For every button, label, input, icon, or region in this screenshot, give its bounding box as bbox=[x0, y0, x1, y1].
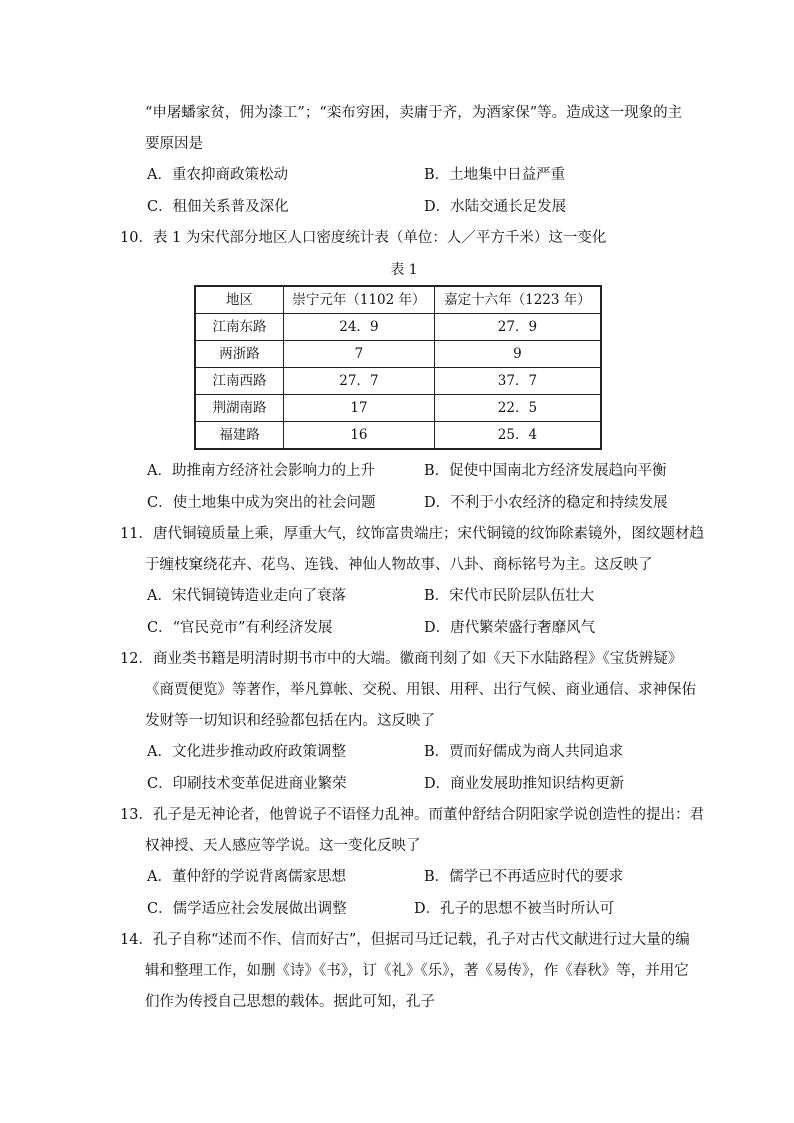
q12-option-b[interactable]: B．贾而好儒成为商人共同追求 bbox=[424, 744, 624, 760]
table-cell-region: 江南东路 bbox=[195, 314, 284, 341]
table-row bbox=[195, 341, 601, 368]
table-header-1102: 崇宁元年（1102 年） bbox=[284, 286, 435, 314]
q13-stem-line1: 13．孔子是无神论者，他曾说子不语怪力乱神。而董仲舒结合阴阳家学说创造性的提出：君 bbox=[120, 807, 704, 823]
q9-option-c[interactable]: C．租佃关系普及深化 bbox=[147, 199, 289, 215]
q13-stem-line2: 权神授、天人感应等学说。这一变化反映了 bbox=[145, 838, 421, 854]
table-header-1223: 嘉定十六年（1223 年） bbox=[434, 286, 601, 314]
table-row bbox=[195, 314, 601, 341]
q9-option-a[interactable]: A．重农抑商政策松动 bbox=[147, 167, 288, 183]
q12-option-d[interactable]: D．商业发展助推知识结构更新 bbox=[424, 776, 625, 792]
q13-option-a[interactable]: A．董仲舒的学说背离儒家思想 bbox=[147, 869, 346, 885]
q9-option-b[interactable]: B．土地集中日益严重 bbox=[424, 167, 566, 183]
table-cell-value: 17 bbox=[284, 395, 435, 422]
q10-option-c[interactable]: C．使土地集中成为突出的社会问题 bbox=[147, 495, 376, 511]
q13-option-d[interactable]: D．孔子的思想不被当时所认可 bbox=[414, 901, 615, 917]
q11-stem-line1: 11．唐代铜镜质量上乘，厚重大气，纹饰富贵端庄；宋代铜镜的纹饰除素镜外，图纹题材趋 bbox=[120, 526, 704, 542]
q11-option-b[interactable]: B．宋代市民阶层队伍壮大 bbox=[424, 588, 595, 604]
q13-option-c[interactable]: C．儒学适应社会发展做出调整 bbox=[147, 901, 347, 917]
q12-option-c[interactable]: C．印刷技术变革促进商业繁荣 bbox=[147, 776, 347, 792]
table-cell-value: 37．7 bbox=[434, 368, 601, 395]
q9-option-d[interactable]: D．水陆交通长足发展 bbox=[424, 199, 567, 215]
q11-option-d[interactable]: D．唐代繁荣盛行奢靡风气 bbox=[424, 620, 596, 636]
table-cell-value: 27．9 bbox=[434, 314, 601, 341]
q12-stem-line3: 发财等一切知识和经验都包括在内。这反映了 bbox=[145, 713, 435, 729]
table-cell-value: 9 bbox=[434, 341, 601, 368]
q11-stem-line2: 于缠枝窠绕花卉、花鸟、连钱、神仙人物故事、八卦、商标铭号为主。这反映了 bbox=[145, 557, 653, 573]
table-cell-region: 荆湖南路 bbox=[195, 395, 284, 422]
q12-stem-line2: 《商贾便览》等著作，举凡算帐、交税、用银、用秤、出行气候、商业通信、求神保佑 bbox=[145, 682, 696, 698]
table-cell-region: 两浙路 bbox=[195, 341, 284, 368]
population-density-table bbox=[194, 285, 602, 450]
q9-stem-line2: 要原因是 bbox=[145, 136, 203, 152]
table-cell-value: 7 bbox=[284, 341, 435, 368]
q10-option-b[interactable]: B．促使中国南北方经济发展趋向平衡 bbox=[424, 463, 667, 479]
table-header-row bbox=[195, 286, 601, 314]
q10-stem: 10．表 1 为宋代部分地区人口密度统计表（单位：人／平方千米）这一变化 bbox=[120, 230, 607, 246]
table-row bbox=[195, 422, 601, 450]
table-cell-value: 25．4 bbox=[434, 422, 601, 450]
q10-option-a[interactable]: A．助推南方经济社会影响力的上升 bbox=[147, 463, 375, 479]
table-row bbox=[195, 395, 601, 422]
q12-option-a[interactable]: A．文化进步推动政府政策调整 bbox=[147, 744, 346, 760]
table-header-region: 地区 bbox=[195, 286, 284, 314]
q14-stem-line2: 辑和整理工作，如删《诗》《书》，订《礼》《乐》，著《易传》，作《春秋》等，并用它 bbox=[145, 963, 689, 979]
table-cell-region: 福建路 bbox=[195, 422, 284, 450]
table-cell-region: 江南西路 bbox=[195, 368, 284, 395]
table-caption: 表 1 bbox=[390, 262, 418, 278]
q11-option-c[interactable]: C．“官民竞市”有利经济发展 bbox=[147, 620, 333, 636]
table-cell-value: 16 bbox=[284, 422, 435, 450]
q14-stem-line1: 14．孔子自称“述而不作、信而好古”，但据司马迁记载，孔子对古代文献进行过大量的编 bbox=[120, 932, 690, 948]
q10-option-d[interactable]: D．不利于小农经济的稳定和持续发展 bbox=[424, 495, 668, 511]
table-cell-value: 27．7 bbox=[284, 368, 435, 395]
table-row bbox=[195, 368, 601, 395]
q11-option-a[interactable]: A．宋代铜镜铸造业走向了衰落 bbox=[147, 588, 346, 604]
table-cell-value: 24．9 bbox=[284, 314, 435, 341]
q12-stem-line1: 12．商业类书籍是明清时期书市中的大端。徽商刊刻了如《天下水陆路程》《宝货辨疑》 bbox=[120, 651, 683, 667]
q14-stem-line3: 们作为传授自己思想的载体。据此可知，孔子 bbox=[145, 994, 435, 1010]
table-cell-value: 22．5 bbox=[434, 395, 601, 422]
q9-stem-line1: “申屠蟠家贫，佣为漆工”；“栾布穷困，卖庸于齐，为酒家保”等。造成这一现象的主 bbox=[145, 105, 683, 121]
q13-option-b[interactable]: B．儒学已不再适应时代的要求 bbox=[424, 869, 624, 885]
